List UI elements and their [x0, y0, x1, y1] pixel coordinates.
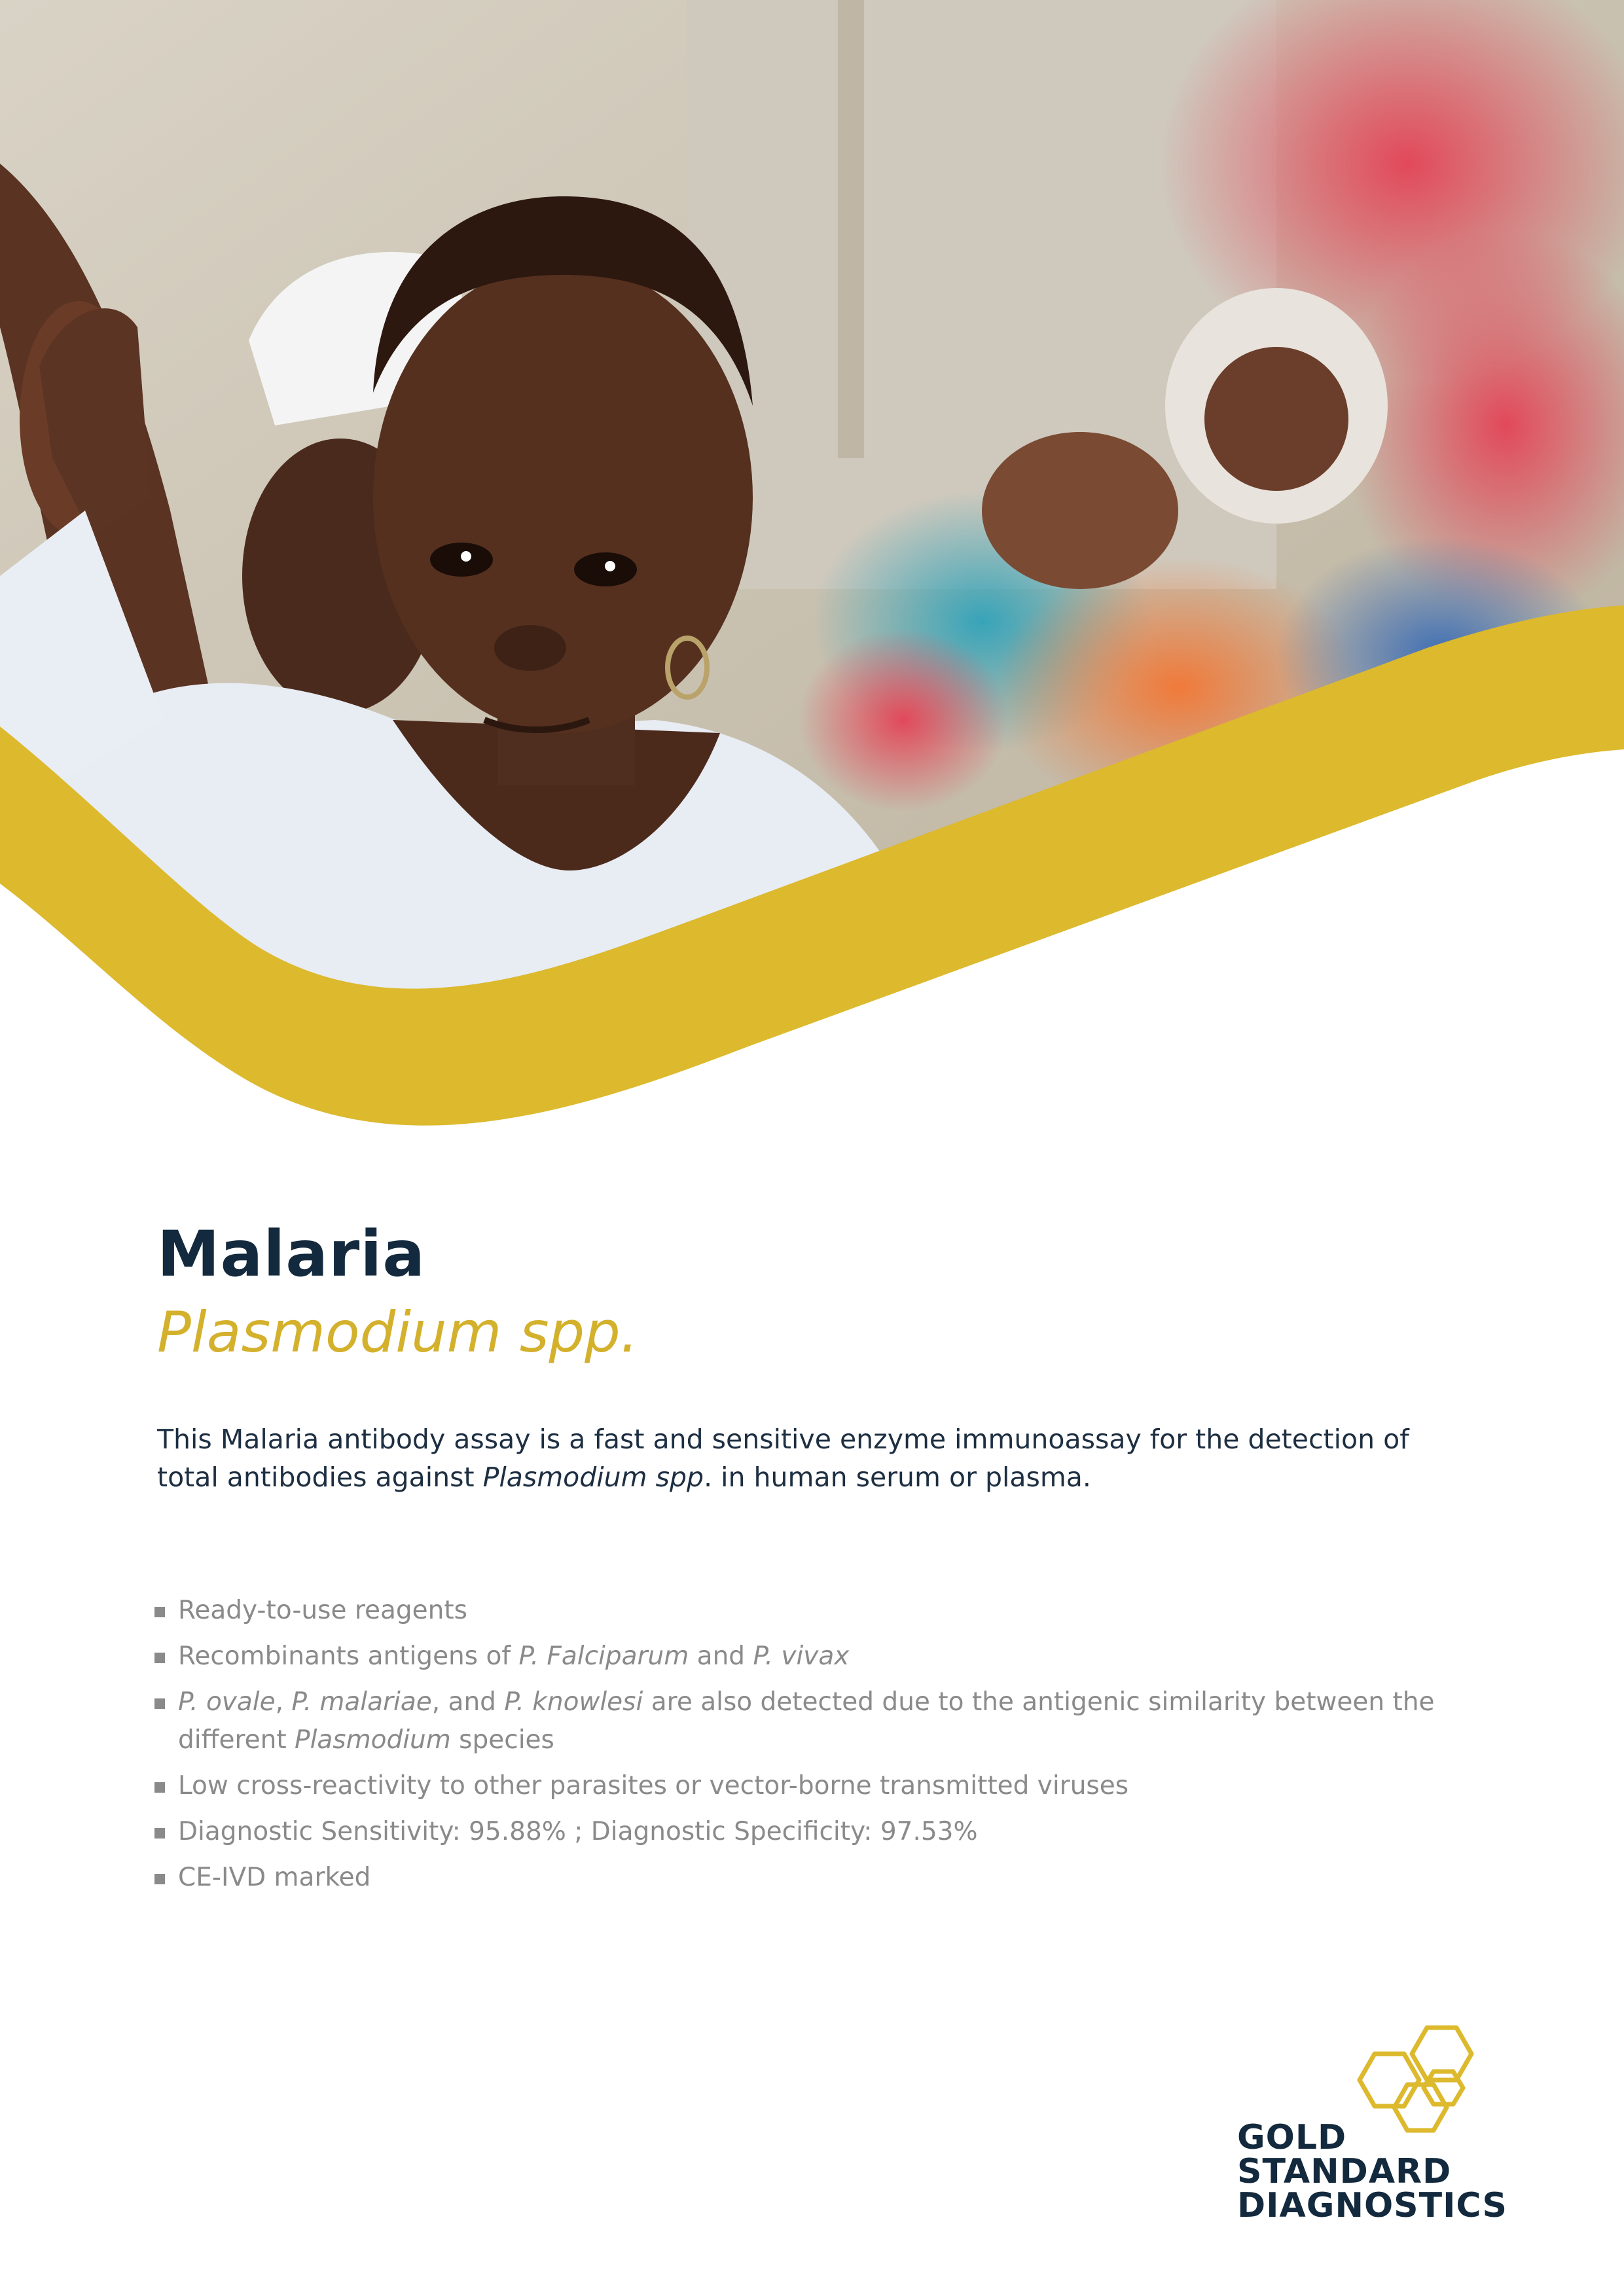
species-name: P. vivax	[753, 1641, 850, 1671]
feature-text: , and	[431, 1687, 505, 1717]
feature-text: Ready-to-use reagents	[178, 1596, 467, 1625]
feature-item	[154, 1638, 1464, 1676]
feature-item	[154, 1813, 1464, 1851]
feature-text: species	[450, 1725, 554, 1755]
feature-text: CE-IVD marked	[178, 1863, 371, 1892]
feature-item	[154, 1767, 1464, 1805]
species-name: P. ovale	[178, 1687, 276, 1717]
species-name: Plasmodium	[295, 1725, 451, 1755]
species-name: P. knowlesi	[504, 1687, 643, 1717]
intro-text-part: . in human serum or plasma.	[704, 1462, 1091, 1493]
feature-item	[154, 1859, 1464, 1897]
logo-line: GOLD	[1237, 2118, 1347, 2157]
square-bullet-icon	[154, 1698, 165, 1709]
feature-text: are also detected due to the antigenic similarity between the different	[178, 1687, 1435, 1755]
features-list	[154, 1592, 1464, 1905]
feature-text: Low cross-reactivity to other parasites or vector-borne transmitted viruses	[178, 1771, 1129, 1801]
square-bullet-icon	[154, 1782, 165, 1793]
species-name: P. Falciparum	[518, 1641, 689, 1671]
feature-item	[154, 1683, 1464, 1759]
page-title: Malaria	[157, 1217, 426, 1291]
logo-wordmark	[1237, 2118, 1508, 2225]
intro-italic-part: Plasmodium spp	[482, 1462, 704, 1493]
intro-text-part: This Malaria antibody assay is a fast and sensitive enzyme immunoassay for the detection of total antibodies against	[157, 1424, 1409, 1493]
intro-paragraph	[157, 1420, 1466, 1496]
page-subtitle: Plasmodium spp.	[157, 1300, 639, 1365]
square-bullet-icon	[154, 1874, 165, 1884]
square-bullet-icon	[154, 1653, 165, 1663]
square-bullet-icon	[154, 1828, 165, 1839]
feature-text: Diagnostic Sensitivity: 95.88% ; Diagnostic Specificity: 97.53%	[178, 1817, 978, 1846]
logo-line: DIAGNOSTICS	[1237, 2186, 1508, 2225]
feature-item	[154, 1592, 1464, 1630]
company-logo	[1231, 2022, 1508, 2232]
logo-line: STANDARD	[1237, 2152, 1452, 2191]
square-bullet-icon	[154, 1607, 165, 1617]
feature-text: Recombinants antigens of	[178, 1641, 519, 1671]
feature-text: and	[689, 1641, 753, 1671]
feature-text: ,	[275, 1687, 292, 1717]
species-name: P. malariae	[291, 1687, 432, 1717]
